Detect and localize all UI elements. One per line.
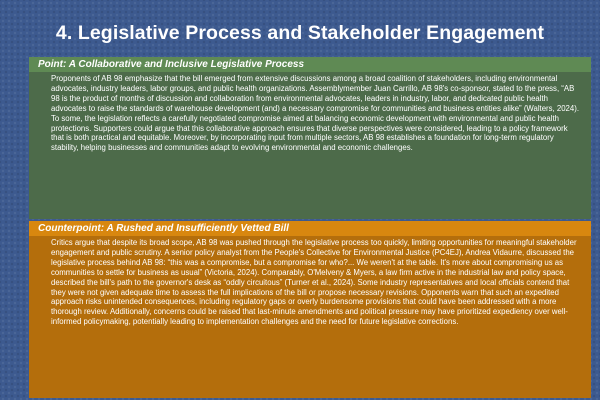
point-panel xyxy=(29,57,591,219)
counterpoint-panel xyxy=(29,221,591,398)
counterpoint-heading: Counterpoint: A Rushed and Insufficiently Vetted Bill xyxy=(29,221,591,236)
point-heading: Point: A Collaborative and Inclusive Legislative Process xyxy=(29,57,591,72)
point-body: Proponents of AB 98 emphasize that the bill emerged from extensive discussions among a broad coalition of stakeholders, including environmental advocates, industry leaders, labor groups, and public health organizations. Assemblymember Juan Carrillo, AB 98's co-sponsor, stated to the press, “AB 98 is the product of months of discussion and collaboration from environmental advocates, leaders in industry, labor, and dedicated public health advocates to raise the standards of warehouse development (and) a necessary compromise for communities and business entities alike” (Walters, 2024). To some, the legislation reflects a carefully negotiated compromise aimed at balancing economic development with environmental and public health protections. Supporters could argue that this collaborative approach ensures that diverse perspectives were considered, leading to a policy framework that is both practical and equitable. Moreover, by incorporating input from multiple sectors, AB 98 establishes a foundation for long-term regulatory stability, helping businesses and communities adapt to evolving environmental and economic challenges. xyxy=(29,72,591,219)
counterpoint-body: Critics argue that despite its broad scope, AB 98 was pushed through the legislative process too quickly, limiting opportunities for meaningful stakeholder engagement and public scrutiny. A senior policy analyst from the People's Collective for Environmental Justice (PC4EJ), Andrea Vidaurre, discussed the legislative process behind AB 98: “this was a compromise, but a compromise for who?... We weren't at the table. It's more about compromising us as communities to settle for business as usual” (Victoria, 2024). Comparably, O'Melveny & Myers, a law firm active in the industrial law and policy space, described the bill's path to the governor's desk as “oddly circuitous” (Turner et al., 2024). Some industry representatives and local officials contend that they were not given adequate time to assess the full implications of the bill or propose necessary revisions. Opponents warn that such an expedited approach risks unintended consequences, including regulatory gaps or overly burdensome provisions that could have been addressed with a more thorough review. Additionally, concerns could be raised that last-minute amendments and political pressure may have prioritized expediency over well-informed policymaking, potentially leading to implementation challenges and the need for future legislative corrections. xyxy=(29,236,591,398)
page-title: 4. Legislative Process and Stakeholder Engagement xyxy=(55,22,545,44)
